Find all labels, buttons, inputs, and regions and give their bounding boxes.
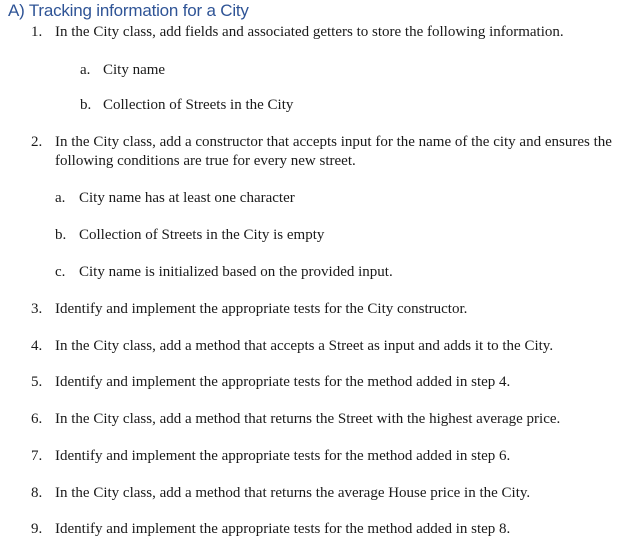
item-2-text: In the City class, add a constructor that accepts input for the name of the city and ensures the following conditions are true for every new street.: [55, 134, 612, 169]
item-3-number: 3.: [31, 301, 43, 317]
item-2-number: 2.: [31, 134, 43, 150]
item-1-text: In the City class, add fields and associated getters to store the following information.: [55, 24, 564, 40]
item-8-text: In the City class, add a method that returns the average House price in the City.: [55, 485, 531, 501]
item-1a-text: City name: [103, 62, 166, 78]
item-2b-text: Collection of Streets in the City is empty: [79, 227, 325, 243]
item-2a-letter: a.: [55, 190, 66, 206]
item-9-number: 9.: [31, 521, 43, 537]
item-5-text: Identify and implement the appropriate tests for the method added in step 4.: [55, 374, 511, 390]
item-7-text: Identify and implement the appropriate tests for the method added in step 6.: [55, 448, 511, 464]
item-1b-text: Collection of Streets in the City: [103, 97, 294, 113]
item-1-number: 1.: [31, 24, 43, 40]
document-heading: A) Tracking information for a City: [8, 1, 249, 20]
item-6-number: 6.: [31, 411, 43, 427]
item-4-text: In the City class, add a method that accepts a Street as input and adds it to the City.: [55, 338, 554, 354]
item-2c-text: City name is initialized based on the provided input.: [79, 264, 393, 280]
item-6-text: In the City class, add a method that returns the Street with the highest average price.: [55, 411, 561, 427]
item-8-number: 8.: [31, 485, 43, 501]
item-1a-letter: a.: [80, 62, 91, 78]
item-9-text: Identify and implement the appropriate tests for the method added in step 8.: [55, 521, 511, 537]
item-5-number: 5.: [31, 374, 43, 390]
item-2c-letter: c.: [55, 264, 66, 280]
item-4-number: 4.: [31, 338, 43, 354]
item-7-number: 7.: [31, 448, 43, 464]
item-3-text: Identify and implement the appropriate tests for the City constructor.: [55, 301, 468, 317]
item-2b-letter: b.: [55, 227, 67, 243]
item-2a-text: City name has at least one character: [79, 190, 295, 206]
item-1b-letter: b.: [80, 97, 92, 113]
